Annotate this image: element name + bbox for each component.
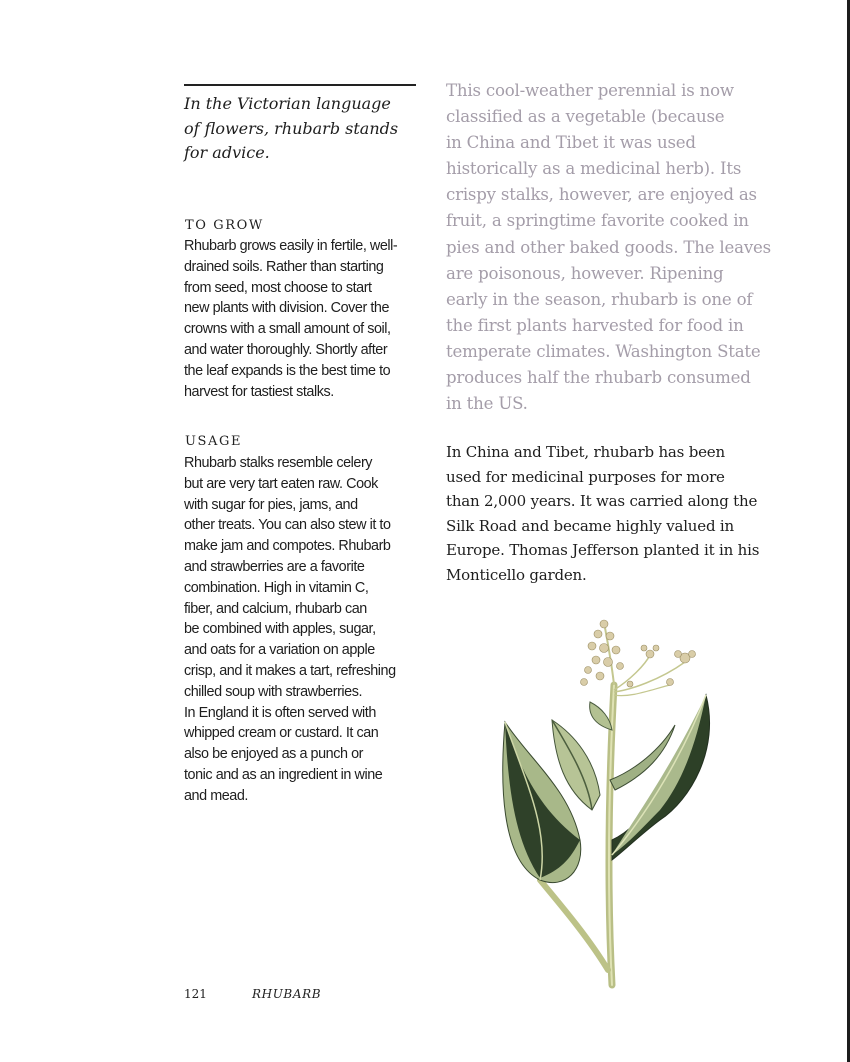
intro-line: in China and Tibet it was used	[446, 133, 696, 153]
pull-quote	[184, 92, 414, 166]
to-grow-text	[184, 236, 416, 402]
usage-line: combination. High in vitamin C,	[184, 579, 369, 596]
intro-paragraph	[446, 78, 776, 417]
history-line: Silk Road and became highly valued in	[446, 516, 734, 535]
usage-line: with sugar for pies, jams, and	[184, 496, 358, 513]
page-number: 121	[184, 987, 207, 1001]
history-paragraph	[446, 440, 786, 587]
running-title: RHUBARB	[252, 987, 322, 1001]
rhubarb-plant-illustration	[480, 610, 740, 995]
usage-line: whipped cream or custard. It can	[184, 725, 379, 742]
intro-line: early in the season, rhubarb is one of	[446, 289, 753, 309]
intro-line: crispy stalks, however, are enjoyed as	[446, 185, 757, 205]
history-line: than 2,000 years. It was carried along the	[446, 492, 758, 510]
to-grow-line: harvest for tastiest stalks.	[184, 383, 334, 400]
to-grow-line: new plants with division. Cover the	[184, 300, 390, 317]
history-line: In China and Tibet, rhubarb has been	[446, 443, 725, 461]
usage-line: In England it is often served with	[184, 704, 376, 721]
to-grow-line: Rhubarb grows easily in fertile, well-	[184, 238, 398, 254]
intro-line: produces half the rhubarb consumed	[446, 368, 751, 388]
intro-line: historically as a medicinal herb). Its	[446, 159, 742, 179]
usage-line: also be enjoyed as a punch or	[184, 746, 363, 763]
to-grow-line: the leaf expands is the best time to	[184, 362, 391, 379]
usage-line: Rhubarb stalks resemble celery	[184, 455, 373, 471]
usage-line: and oats for a variation on apple	[184, 642, 375, 659]
intro-line: in the US.	[446, 394, 528, 414]
quote-line: for advice.	[184, 143, 270, 162]
usage-line: but are very tart eaten raw. Cook	[184, 475, 378, 492]
intro-line: are poisonous, however. Ripening	[446, 263, 724, 283]
to-grow-line: crowns with a small amount of soil,	[184, 321, 391, 338]
history-line: Monticello garden.	[446, 565, 587, 584]
intro-line: classified as a vegetable (because	[446, 107, 725, 127]
to-grow-heading: TO GROW	[185, 218, 264, 233]
intro-line: This cool-weather perennial is now	[446, 81, 734, 100]
quote-rule	[184, 84, 416, 86]
usage-text	[184, 453, 416, 807]
usage-line: and strawberries are a favorite	[184, 558, 365, 575]
intro-line: the first plants harvested for food in	[446, 315, 744, 335]
usage-line: chilled soup with strawberries.	[184, 683, 363, 700]
history-line: used for medicinal purposes for more	[446, 467, 725, 486]
usage-line: and mead.	[184, 787, 248, 804]
usage-line: be combined with apples, sugar,	[184, 621, 376, 638]
quote-line: of flowers, rhubarb stands	[184, 118, 399, 138]
usage-heading: USAGE	[185, 434, 243, 449]
intro-line: temperate climates. Washington State	[446, 341, 761, 361]
intro-line: fruit, a springtime favorite cooked in	[446, 211, 749, 231]
history-line: Europe. Thomas Jefferson planted it in his	[446, 541, 760, 559]
usage-line: crisp, and it makes a tart, refreshing	[184, 662, 396, 679]
intro-line: pies and other baked goods. The leaves	[446, 237, 771, 257]
usage-line: tonic and as an ingredient in wine	[184, 766, 383, 783]
usage-line: fiber, and calcium, rhubarb can	[184, 600, 367, 617]
quote-line: In the Victorian language	[184, 94, 391, 113]
to-grow-line: and water thoroughly. Shortly after	[184, 341, 388, 358]
to-grow-line: drained soils. Rather than starting	[184, 258, 384, 275]
usage-line: make jam and compotes. Rhubarb	[184, 538, 391, 555]
usage-line: other treats. You can also stew it to	[184, 517, 391, 534]
to-grow-line: from seed, most choose to start	[184, 279, 372, 296]
